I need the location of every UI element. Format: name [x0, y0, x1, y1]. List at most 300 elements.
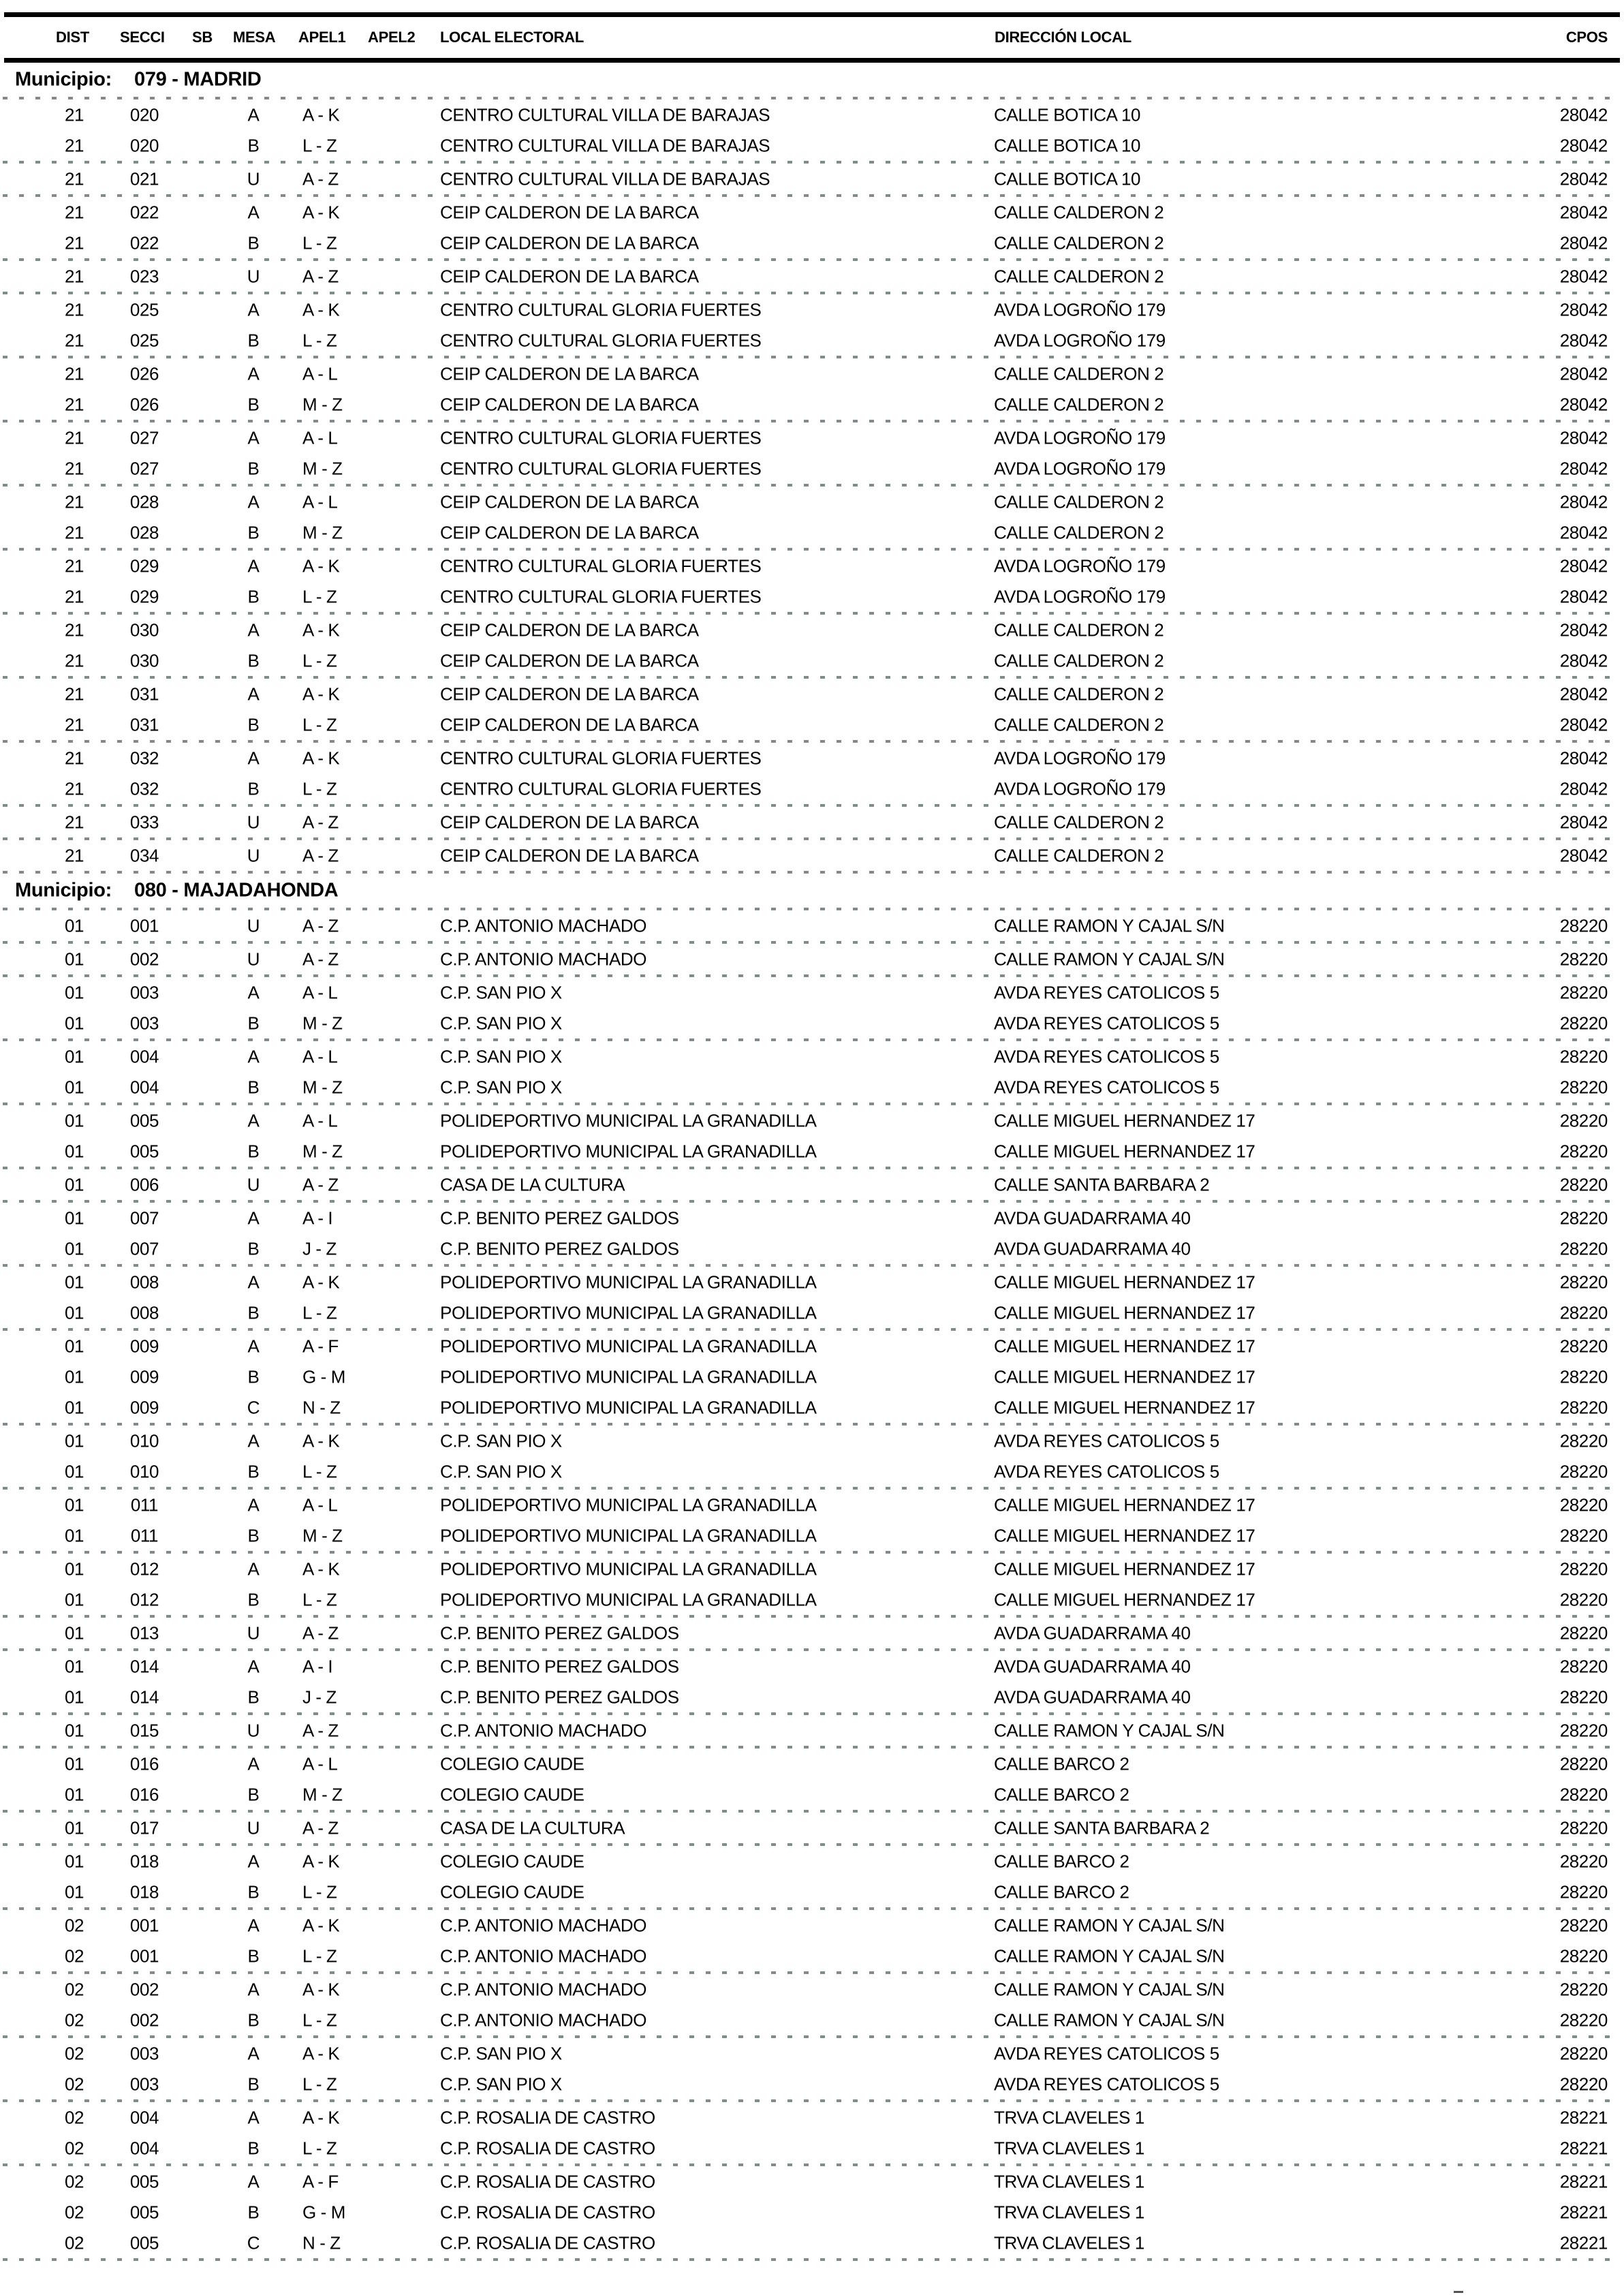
cell-local-electoral: CENTRO CULTURAL GLORIA FUERTES — [440, 330, 762, 350]
table-row — [0, 1392, 1624, 1423]
cell-direccion-local: CALLE CALDERON 2 — [994, 683, 1164, 704]
cell-mesa: A — [247, 1851, 260, 1871]
cell-direccion-local: CALLE SANTA BARBARA 2 — [994, 1174, 1210, 1195]
section-group — [0, 422, 1624, 484]
cell-dist: 01 — [64, 1272, 84, 1292]
cell-local-electoral: CENTRO CULTURAL GLORIA FUERTES — [440, 427, 762, 448]
section-group — [0, 1169, 1624, 1200]
cell-apel: A - L — [302, 363, 338, 384]
cell-mesa: A — [247, 1494, 260, 1515]
cell-local-electoral: C.P. ANTONIO MACHADO — [440, 1945, 647, 1966]
cell-apel: A - Z — [302, 1817, 339, 1838]
cell-secci: 031 — [129, 683, 159, 704]
cell-cpos: 28042 — [1559, 104, 1608, 125]
table-row — [0, 551, 1624, 581]
cell-local-electoral: C.P. BENITO PEREZ GALDOS — [440, 1622, 679, 1643]
cell-apel: A - F — [302, 2171, 339, 2191]
cell-secci: 030 — [129, 650, 159, 671]
table-row — [0, 581, 1624, 612]
table-row — [0, 1297, 1624, 1328]
cell-secci: 020 — [129, 104, 159, 125]
cell-mesa: B — [247, 232, 260, 253]
section-group — [0, 1554, 1624, 1615]
table-row — [0, 615, 1624, 645]
cell-direccion-local: CALLE RAMON Y CAJAL S/N — [994, 949, 1225, 969]
cell-cpos: 28220 — [1559, 1979, 1608, 1999]
cell-apel: A - F — [302, 1336, 339, 1356]
cell-secci: 001 — [129, 915, 159, 936]
cell-dist: 01 — [64, 1881, 84, 1902]
cell-cpos: 28042 — [1559, 619, 1608, 640]
cell-cpos: 28220 — [1559, 1915, 1608, 1935]
cell-direccion-local: CALLE MIGUEL HERNANDEZ 17 — [994, 1525, 1255, 1545]
table-row — [0, 773, 1624, 804]
cell-dist: 02 — [64, 2232, 84, 2253]
table-row — [0, 164, 1624, 194]
section-group — [0, 1041, 1624, 1103]
cell-mesa: B — [247, 586, 260, 606]
cell-dist: 01 — [64, 982, 84, 1002]
column-header-sb: SB — [192, 29, 213, 46]
cell-cpos: 28220 — [1559, 1461, 1608, 1481]
cell-direccion-local: TRVA CLAVELES 1 — [994, 2138, 1144, 2158]
cell-dist: 21 — [64, 522, 84, 542]
cell-secci: 011 — [130, 1494, 159, 1515]
cell-cpos: 28042 — [1559, 812, 1608, 832]
cell-secci: 032 — [129, 778, 159, 799]
section-group — [0, 261, 1624, 292]
cell-local-electoral: POLIDEPORTIVO MUNICIPAL LA GRANADILLA — [440, 1336, 817, 1356]
cell-mesa: B — [247, 2202, 260, 2222]
cell-direccion-local: CALLE MIGUEL HERNANDEZ 17 — [994, 1141, 1255, 1161]
cell-dist: 01 — [64, 915, 84, 936]
cell-local-electoral: C.P. SAN PIO X — [440, 1077, 562, 1097]
cell-secci: 003 — [129, 2043, 159, 2063]
cell-local-electoral: CEIP CALDERON DE LA BARCA — [440, 845, 699, 865]
cell-apel: J - Z — [302, 1686, 337, 1707]
cell-apel: L - Z — [302, 135, 337, 155]
cell-local-electoral: C.P. SAN PIO X — [440, 1013, 562, 1033]
cell-dist: 21 — [64, 650, 84, 671]
section-group — [0, 679, 1624, 740]
cell-secci: 004 — [129, 1046, 159, 1066]
cell-apel: A - Z — [302, 1174, 339, 1195]
cell-secci: 034 — [129, 845, 159, 865]
cell-cpos: 28042 — [1559, 266, 1608, 286]
cell-mesa: A — [247, 491, 260, 512]
cell-dist: 01 — [64, 1366, 84, 1387]
cell-mesa: A — [247, 683, 260, 704]
cell-mesa: B — [247, 1302, 260, 1323]
table-body — [0, 63, 1624, 2261]
cell-dist: 01 — [64, 1207, 84, 1228]
section-group — [0, 1426, 1624, 1487]
cell-direccion-local: TRVA CLAVELES 1 — [994, 2107, 1144, 2127]
cell-mesa: A — [247, 202, 260, 222]
cell-apel: M - Z — [302, 1141, 343, 1161]
cell-mesa: A — [247, 1430, 260, 1451]
cell-mesa: B — [247, 135, 260, 155]
cell-cpos: 28220 — [1559, 1366, 1608, 1387]
cell-dist: 21 — [64, 586, 84, 606]
cell-mesa: B — [247, 1461, 260, 1481]
column-header-dist: DIST — [56, 29, 89, 46]
cell-local-electoral: C.P. ROSALIA DE CASTRO — [440, 2171, 655, 2191]
cell-cpos: 28220 — [1559, 1686, 1608, 1707]
cell-direccion-local: AVDA LOGROÑO 179 — [994, 748, 1166, 768]
cell-local-electoral: C.P. BENITO PEREZ GALDOS — [440, 1686, 679, 1707]
cell-local-electoral: COLEGIO CAUDE — [440, 1784, 584, 1804]
cell-cpos: 28221 — [1559, 2171, 1608, 2191]
section-group — [0, 615, 1624, 676]
section-group — [0, 1910, 1624, 1971]
cell-mesa: A — [247, 1110, 260, 1130]
cell-dist: 21 — [64, 168, 84, 189]
table-row — [0, 1426, 1624, 1456]
section-group — [0, 1490, 1624, 1551]
cell-direccion-local: CALLE CALDERON 2 — [994, 812, 1164, 832]
cell-direccion-local: CALLE CALDERON 2 — [994, 650, 1164, 671]
cell-apel: N - Z — [302, 2232, 341, 2253]
cell-cpos: 28042 — [1559, 778, 1608, 799]
section-group — [0, 2166, 1624, 2258]
cell-direccion-local: AVDA LOGROÑO 179 — [994, 330, 1166, 350]
column-header-cpos: CPOS — [1565, 29, 1608, 46]
cell-apel: A - K — [302, 619, 340, 640]
cell-mesa: B — [247, 2138, 260, 2158]
cell-local-electoral: C.P. ANTONIO MACHADO — [440, 1915, 647, 1935]
cell-direccion-local: AVDA LOGROÑO 179 — [994, 299, 1166, 320]
cell-cpos: 28220 — [1559, 1656, 1608, 1676]
cell-direccion-local: AVDA GUADARRAMA 40 — [994, 1207, 1191, 1228]
cell-cpos: 28042 — [1559, 363, 1608, 384]
cell-apel: M - Z — [302, 1525, 343, 1545]
cell-direccion-local: AVDA REYES CATOLICOS 5 — [994, 1046, 1219, 1066]
cell-direccion-local: AVDA REYES CATOLICOS 5 — [994, 1430, 1219, 1451]
cell-cpos: 28220 — [1559, 1494, 1608, 1515]
cell-secci: 002 — [129, 949, 159, 969]
cell-apel: A - K — [302, 202, 340, 222]
cell-secci: 005 — [129, 2202, 159, 2222]
cell-direccion-local: AVDA REYES CATOLICOS 5 — [994, 1013, 1219, 1033]
cell-mesa: A — [247, 2043, 260, 2063]
cell-secci: 026 — [129, 363, 159, 384]
cell-direccion-local: CALLE RAMON Y CAJAL S/N — [994, 1945, 1225, 1966]
cell-direccion-local: AVDA REYES CATOLICOS 5 — [994, 982, 1219, 1002]
cell-direccion-local: CALLE CALDERON 2 — [994, 394, 1164, 414]
cell-local-electoral: C.P. SAN PIO X — [440, 1430, 562, 1451]
cell-local-electoral: C.P. SAN PIO X — [440, 2074, 562, 2094]
section-group — [0, 2038, 1624, 2099]
cell-mesa: B — [247, 1141, 260, 1161]
cell-cpos: 28042 — [1559, 427, 1608, 448]
cell-dist: 21 — [64, 394, 84, 414]
column-header-secci: SECCI — [120, 29, 165, 46]
table-row — [0, 422, 1624, 453]
table-row — [0, 1008, 1624, 1038]
cell-apel: A - K — [302, 2107, 340, 2127]
cell-mesa: U — [247, 1622, 260, 1643]
cell-local-electoral: C.P. ROSALIA DE CASTRO — [440, 2232, 655, 2253]
section-group — [0, 1267, 1624, 1328]
cell-mesa: B — [247, 778, 260, 799]
cell-direccion-local: CALLE MIGUEL HERNANDEZ 17 — [994, 1336, 1255, 1356]
table-row — [0, 910, 1624, 941]
cell-apel: A - I — [302, 1656, 333, 1676]
cell-cpos: 28042 — [1559, 586, 1608, 606]
cell-secci: 004 — [129, 2107, 159, 2127]
cell-cpos: 28042 — [1559, 168, 1608, 189]
cell-local-electoral: C.P. SAN PIO X — [440, 1461, 562, 1481]
cell-mesa: B — [247, 1525, 260, 1545]
cell-secci: 016 — [129, 1784, 159, 1804]
cell-cpos: 28042 — [1559, 714, 1608, 735]
cell-secci: 010 — [129, 1430, 159, 1451]
table-row — [0, 1715, 1624, 1746]
cell-local-electoral: C.P. SAN PIO X — [440, 982, 562, 1002]
cell-cpos: 28220 — [1559, 1174, 1608, 1195]
table-row — [0, 2228, 1624, 2258]
table-row — [0, 1105, 1624, 1136]
table-row — [0, 1203, 1624, 1233]
cell-dist: 01 — [64, 1817, 84, 1838]
section-group — [0, 1846, 1624, 1907]
cell-cpos: 28220 — [1559, 1141, 1608, 1161]
cell-mesa: A — [247, 1656, 260, 1676]
cell-local-electoral: C.P. SAN PIO X — [440, 1046, 562, 1066]
cell-local-electoral: COLEGIO CAUDE — [440, 1851, 584, 1871]
cell-mesa: A — [247, 1046, 260, 1066]
cell-apel: G - M — [302, 2202, 345, 2222]
cell-cpos: 28220 — [1559, 1013, 1608, 1033]
cell-dist: 21 — [64, 458, 84, 478]
cell-secci: 026 — [129, 394, 159, 414]
cell-mesa: A — [247, 1979, 260, 1999]
cell-apel: A - Z — [302, 1720, 339, 1740]
cell-dist: 01 — [64, 1397, 84, 1417]
cell-secci: 029 — [129, 555, 159, 576]
cell-cpos: 28220 — [1559, 915, 1608, 936]
cell-local-electoral: CENTRO CULTURAL GLORIA FUERTES — [440, 458, 762, 478]
cell-dist: 02 — [64, 1945, 84, 1966]
cell-cpos: 28042 — [1559, 491, 1608, 512]
cell-dist: 21 — [64, 845, 84, 865]
cell-apel: A - K — [302, 1558, 340, 1579]
column-header-apel2: APEL2 — [368, 29, 416, 46]
cell-local-electoral: CASA DE LA CULTURA — [440, 1817, 625, 1838]
municipality-heading — [0, 63, 1624, 97]
municipality-heading-prefix: Municipio: — [15, 68, 112, 91]
cell-local-electoral: CEIP CALDERON DE LA BARCA — [440, 650, 699, 671]
cell-apel: L - Z — [302, 1302, 337, 1323]
cell-secci: 003 — [129, 1013, 159, 1033]
section-group — [0, 807, 1624, 837]
cell-dist: 02 — [64, 2138, 84, 2158]
section-group — [0, 1105, 1624, 1167]
cell-direccion-local: TRVA CLAVELES 1 — [994, 2202, 1144, 2222]
cell-mesa: A — [247, 2107, 260, 2127]
cell-dist: 21 — [64, 812, 84, 832]
cell-apel: A - L — [302, 1046, 338, 1066]
cell-direccion-local: CALLE CALDERON 2 — [994, 522, 1164, 542]
cell-dist: 21 — [64, 748, 84, 768]
cell-local-electoral: C.P. ANTONIO MACHADO — [440, 915, 647, 936]
cell-mesa: B — [247, 1881, 260, 1902]
cell-mesa: B — [247, 330, 260, 350]
cell-cpos: 28220 — [1559, 1881, 1608, 1902]
cell-apel: L - Z — [302, 232, 337, 253]
cell-mesa: B — [247, 714, 260, 735]
cell-apel: A - Z — [302, 812, 339, 832]
cell-mesa: A — [247, 299, 260, 320]
table-row — [0, 453, 1624, 484]
cell-dist: 02 — [64, 1979, 84, 1999]
cell-direccion-local: AVDA REYES CATOLICOS 5 — [994, 2043, 1219, 2063]
cell-cpos: 28042 — [1559, 555, 1608, 576]
cell-dist: 02 — [64, 2009, 84, 2030]
cell-apel: M - Z — [302, 1013, 343, 1033]
section-group — [0, 358, 1624, 420]
cell-secci: 014 — [129, 1656, 159, 1676]
cell-dist: 01 — [64, 1656, 84, 1676]
cell-mesa: A — [247, 1558, 260, 1579]
cell-mesa: B — [247, 1784, 260, 1804]
cell-apel: A - K — [302, 104, 340, 125]
cell-secci: 032 — [129, 748, 159, 768]
cell-dist: 21 — [64, 683, 84, 704]
cell-secci: 001 — [129, 1915, 159, 1935]
cell-secci: 017 — [129, 1817, 159, 1838]
cell-cpos: 28220 — [1559, 1945, 1608, 1966]
cell-apel: N - Z — [302, 1397, 341, 1417]
cell-mesa: A — [247, 555, 260, 576]
table-row — [0, 840, 1624, 871]
cell-cpos: 28042 — [1559, 394, 1608, 414]
cell-cpos: 28042 — [1559, 845, 1608, 865]
cell-mesa: B — [247, 1013, 260, 1033]
cell-cpos: 28220 — [1559, 2043, 1608, 2063]
cell-local-electoral: C.P. ANTONIO MACHADO — [440, 949, 647, 969]
cell-apel: L - Z — [302, 2138, 337, 2158]
cell-secci: 022 — [129, 202, 159, 222]
municipality-heading-prefix: Municipio: — [15, 879, 112, 902]
table-row — [0, 807, 1624, 837]
cell-secci: 031 — [129, 714, 159, 735]
cell-secci: 028 — [129, 522, 159, 542]
cell-direccion-local: CALLE CALDERON 2 — [994, 619, 1164, 640]
cell-apel: A - K — [302, 2043, 340, 2063]
cell-direccion-local: CALLE RAMON Y CAJAL S/N — [994, 1720, 1225, 1740]
cell-secci: 009 — [129, 1397, 159, 1417]
cell-dist: 01 — [64, 1525, 84, 1545]
cell-dist: 21 — [64, 555, 84, 576]
cell-apel: A - I — [302, 1207, 333, 1228]
table-row — [0, 1554, 1624, 1584]
cell-cpos: 28042 — [1559, 748, 1608, 768]
cell-secci: 004 — [129, 2138, 159, 2158]
cell-direccion-local: CALLE CALDERON 2 — [994, 845, 1164, 865]
cell-local-electoral: POLIDEPORTIVO MUNICIPAL LA GRANADILLA — [440, 1589, 817, 1609]
cell-apel: A - L — [302, 1494, 338, 1515]
cell-direccion-local: TRVA CLAVELES 1 — [994, 2232, 1144, 2253]
cell-direccion-local: CALLE MIGUEL HERNANDEZ 17 — [994, 1558, 1255, 1579]
cell-cpos: 28220 — [1559, 2009, 1608, 2030]
cell-direccion-local: AVDA GUADARRAMA 40 — [994, 1238, 1191, 1259]
cell-dist: 21 — [64, 427, 84, 448]
cell-apel: A - K — [302, 1915, 340, 1935]
cell-local-electoral: C.P. BENITO PEREZ GALDOS — [440, 1656, 679, 1676]
cell-cpos: 28220 — [1559, 1272, 1608, 1292]
cell-secci: 005 — [129, 2171, 159, 2191]
cell-cpos: 28220 — [1559, 1430, 1608, 1451]
cell-apel: L - Z — [302, 1881, 337, 1902]
cell-secci: 027 — [129, 427, 159, 448]
cell-local-electoral: POLIDEPORTIVO MUNICIPAL LA GRANADILLA — [440, 1272, 817, 1292]
cell-direccion-local: CALLE MIGUEL HERNANDEZ 17 — [994, 1494, 1255, 1515]
cell-dist: 01 — [64, 1686, 84, 1707]
cell-local-electoral: C.P. BENITO PEREZ GALDOS — [440, 1207, 679, 1228]
cell-local-electoral: CENTRO CULTURAL GLORIA FUERTES — [440, 586, 762, 606]
cell-dist: 21 — [64, 363, 84, 384]
cell-local-electoral: CENTRO CULTURAL GLORIA FUERTES — [440, 778, 762, 799]
section-group — [0, 164, 1624, 194]
cell-apel: A - L — [302, 982, 338, 1002]
cell-local-electoral: CEIP CALDERON DE LA BARCA — [440, 394, 699, 414]
cell-mesa: B — [247, 1077, 260, 1097]
cell-mesa: A — [247, 982, 260, 1002]
cell-direccion-local: AVDA LOGROÑO 179 — [994, 427, 1166, 448]
cell-direccion-local: AVDA LOGROÑO 179 — [994, 586, 1166, 606]
section-group — [0, 910, 1624, 941]
cell-local-electoral: CENTRO CULTURAL VILLA DE BARAJAS — [440, 168, 770, 189]
cell-apel: A - K — [302, 1430, 340, 1451]
cell-direccion-local: CALLE CALDERON 2 — [994, 491, 1164, 512]
table-row — [0, 1233, 1624, 1264]
column-header-mesa: MESA — [233, 29, 276, 46]
cell-mesa: U — [247, 845, 260, 865]
page-bottom-cutoff-mark — [1454, 2291, 1463, 2293]
cell-dist: 21 — [64, 266, 84, 286]
cell-dist: 01 — [64, 1110, 84, 1130]
cell-dist: 01 — [64, 1302, 84, 1323]
cell-local-electoral: CENTRO CULTURAL GLORIA FUERTES — [440, 299, 762, 320]
cell-mesa: U — [247, 949, 260, 969]
table-row — [0, 487, 1624, 517]
table-row — [0, 2166, 1624, 2197]
cell-local-electoral: C.P. ROSALIA DE CASTRO — [440, 2107, 655, 2127]
cell-direccion-local: CALLE BOTICA 10 — [994, 104, 1141, 125]
cell-secci: 011 — [130, 1525, 159, 1545]
cell-apel: A - K — [302, 683, 340, 704]
cell-apel: M - Z — [302, 458, 343, 478]
cell-secci: 033 — [129, 812, 159, 832]
cell-cpos: 28042 — [1559, 330, 1608, 350]
cell-cpos: 28220 — [1559, 1336, 1608, 1356]
cell-local-electoral: C.P. ROSALIA DE CASTRO — [440, 2138, 655, 2158]
cell-apel: J - Z — [302, 1238, 337, 1259]
cell-secci: 005 — [129, 2232, 159, 2253]
table-row — [0, 1267, 1624, 1297]
table-row — [0, 358, 1624, 389]
cell-direccion-local: AVDA REYES CATOLICOS 5 — [994, 1461, 1219, 1481]
cell-direccion-local: AVDA REYES CATOLICOS 5 — [994, 2074, 1219, 2094]
table-row — [0, 2038, 1624, 2069]
cell-secci: 013 — [129, 1622, 159, 1643]
cell-dist: 21 — [64, 619, 84, 640]
table-row — [0, 1877, 1624, 1907]
cell-local-electoral: C.P. SAN PIO X — [440, 2043, 562, 2063]
cell-direccion-local: AVDA GUADARRAMA 40 — [994, 1622, 1191, 1643]
